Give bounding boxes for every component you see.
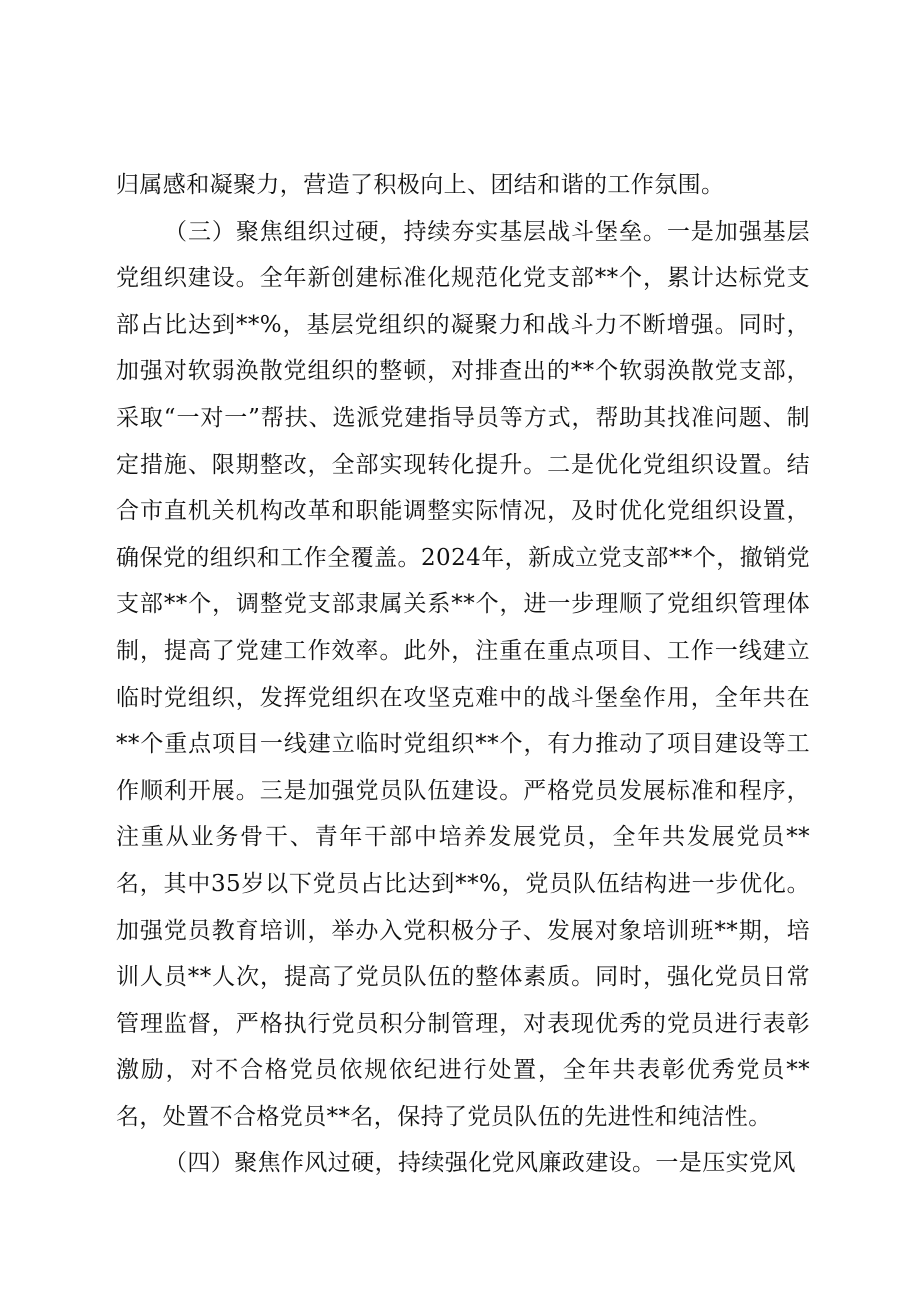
paragraph-section-three: （三）聚焦组织过硬，持续夯实基层战斗堡垒。一是加强基层党组织建设。全年新创建标准化规范化党支部**个，累计达标党支部占比达到**%，基层党组织的凝聚力和战斗力不断增强。同时，加强对软弱涣散党组织的整顿，对排查出的**个软弱涣散党支部，采取“一对一”帮扶、选派党建指导员等方式，帮助其找准问题、制定措施、限期整改，全部实现转化提升。二是优化党组织设置。结合市直机关机构改革和职能调整实际情况，及时优化党组织设置，确保党的组织和工作全覆盖。2024年，新成立党支部**个，撤销党支部**个，调整党支部隶属关系**个，进一步理顺了党组织管理体制，提高了党建工作效率。此外，注重在重点项目、工作一线建立临时党组织，发挥党组织在攻坚克难中的战斗堡垒作用，全年共在**个重点项目一线建立临时党组织**个，有力推动了项目建设等工作顺利开展。三是加强党员队伍建设。严格党员发展标准和程序，注重从业务骨干、青年干部中培养发展党员，全年共发展党员**名，其中35岁以下党员占比达到**%，党员队伍结构进一步优化。加强党员教育培训，举办入党积极分子、发展对象培训班**期，培训人员**人次，提高了党员队伍的整体素质。同时，强化党员日常管理监督，严格执行党员积分制管理，对表现优秀的党员进行表彰激励，对不合格党员依规依纪进行处置，全年共表彰优秀党员**名，处置不合格党员**名，保持了党员队伍的先进性和纯洁性。 xyxy=(116,218,810,1130)
document-body xyxy=(116,162,810,1187)
paragraph-continuation: 归属感和凝聚力，营造了积极向上、团结和谐的工作氛围。 xyxy=(116,172,725,198)
paragraph-section-four: （四）聚焦作风过硬，持续强化党风廉政建设。一是压实党风 xyxy=(164,1150,796,1177)
